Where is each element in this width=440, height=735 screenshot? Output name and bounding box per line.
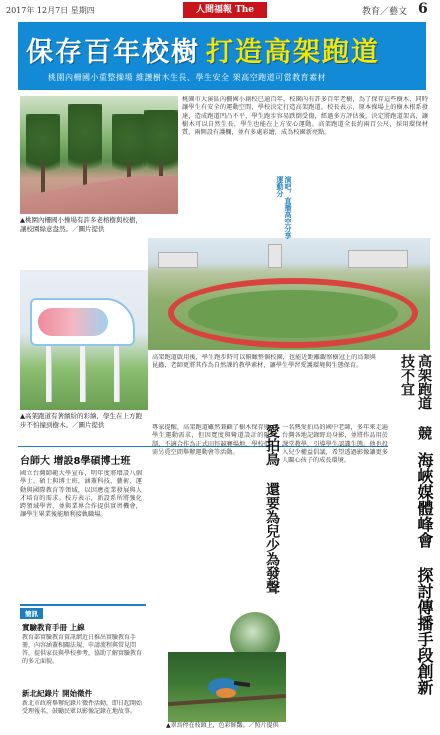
kingfisher-caption: ▲翠鳥停在枝頭上，色彩鮮豔。／照片提供 [166, 722, 279, 729]
brief-2-title: 新北紀錄片 開始徵件 [22, 689, 93, 698]
skyway-photo-caption: ▲高架跑道有著繽紛的彩繪，學生在上方跑步不怕撞到樹木。／圖片提供 [20, 412, 142, 429]
headline-part1: 保存百年校樹 [26, 37, 200, 68]
news-briefs-box [20, 604, 146, 732]
headline-part2: 打造高架跑道 [206, 37, 380, 68]
side-story-body: 專家提醒，高架跑道雖然兼顧了樹木保存與學生運動需求，但因寬度與彎道設計的限制，不適合作為正式田徑競賽場地，學校仍需另覓空間舉辦運動會等活動。 [152, 424, 270, 456]
brief-1-body: 教育部實驗教育資訊網近日推出實驗教育手冊，內容涵蓋相關法規、申請流程與常見問答，提供家長與學校參考，協助了解實驗教育的多元面貌。 [22, 634, 142, 665]
track-photo-caption: ▲桃園內柵國小操場有許多老榕樹與校樹，讓校園綠意盎然。／圖片提供 [20, 216, 142, 233]
college-story-title: 台師大 增設8學碩博士班 [20, 456, 131, 467]
birds-story-title: 愛拍鳥 還要為兒少為發聲 [264, 424, 280, 594]
feature-body-continued: 高架跑道啟用後，學生跑步時可以俯瞰整個校園，也能近距離觀察樹冠上的鳥類與昆蟲，老師更將其作為自然課的教學素材，讓學生學習愛護環境與生態保育。 [152, 354, 376, 370]
page-header [0, 0, 440, 22]
college-story-body: 國立台灣師範大學宣布，明年度將增設八個學士、碩士與博士班，涵蓋科技、藝術、運動與國際教育等領域，以因應產業發展與人才培育的需求。校方表示，新設系所將強化跨領域學習，並與業界合作提供實習機會，讓學生畢業後能順利接軌職場。 [20, 470, 142, 519]
page-number: 6 [418, 1, 428, 17]
media-summit-title: 海峽媒體峰會 探討傳播手段創新 [415, 452, 434, 695]
elevated-track-aerial-photo [148, 238, 430, 350]
briefs-tag: 簡訊 [20, 608, 43, 619]
main-headline [26, 30, 426, 69]
section-name: 教育／藝文 [362, 7, 408, 17]
tree-lined-track-photo [20, 96, 178, 214]
brief-1-title: 實驗教育手冊 上線 [22, 623, 85, 632]
side-story-title: 高架跑道 競技不宜 [399, 354, 432, 440]
painted-skyway-photo [20, 270, 148, 410]
newspaper-logo: 人間福報 The [183, 2, 267, 18]
birds-story-body: 一名熱愛拍鳥的國中老師，多年來走遍台灣各地記錄野鳥身影，並將作品用於課堂教學，引導學生認識生態。他也投入兒少權益倡議，希望透過影像讓更多人關心孩子的成長環境。 [282, 424, 388, 465]
brief-2-body: 新北市政府舉辦紀錄片徵件活動，即日起開始受理報名，鼓勵民眾以影像記錄在地故事。 [22, 700, 142, 715]
kingfisher-photo [168, 652, 286, 722]
feature-pull-quote: 演吧，直播高空分享運動分 [276, 176, 292, 239]
issue-date: 2017年 12月7日 星期四 [6, 6, 95, 15]
headline-banner [18, 22, 426, 90]
subheadline: 桃園內柵國小重整操場 維護樹木生長、學生安全 架高空跑道可當教育素材 [48, 73, 327, 82]
feature-body-text: 桃園市大溪區內柵國小創校已逾百年，校園內有許多百年老樹，為了保存這些樹木，同時讓學生有安全的運動空間，學校決定打造高架跑道。校長表示，原本操場上的樹木根系發達，造成跑道凹凸不平，學生跑步容易跌倒受傷，經過多方評估後，決定將跑道架高，讓樹木可以自然生長，學生也能在上方安心運動。高架跑道全長約兩百公尺，採用環保材質，兩側設有護欄，並有多處彩繪，成為校園新亮點。 [182, 96, 428, 137]
